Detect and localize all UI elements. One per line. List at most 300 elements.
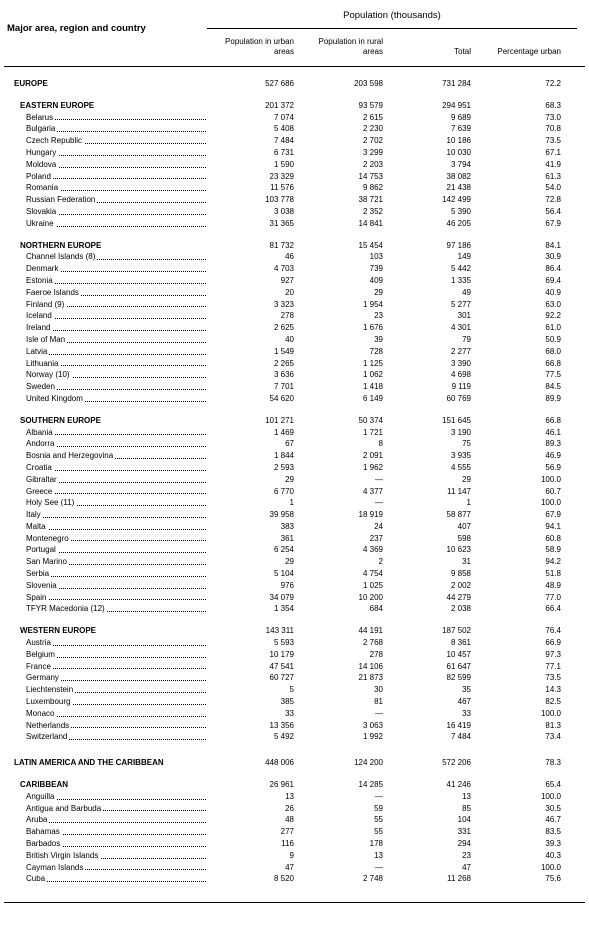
table-row <box>0 544 589 556</box>
total-cell: 7 484 <box>450 732 471 742</box>
urban-cell: 1 549 <box>273 346 294 356</box>
table-row <box>0 592 589 604</box>
table-row <box>0 850 589 862</box>
total-cell: 5 277 <box>450 299 471 309</box>
table-row <box>0 791 589 803</box>
table-row <box>0 334 589 346</box>
percentage-urban-cell: 77.0 <box>545 592 561 602</box>
area-name-cell <box>20 240 200 252</box>
total-cell: 58 877 <box>446 510 471 520</box>
percentage-urban-cell: 78.3 <box>545 758 561 768</box>
urban-cell: 101 271 <box>265 415 294 425</box>
rural-header-line2: areas <box>362 47 383 56</box>
rural-cell: 3 063 <box>362 720 383 730</box>
total-cell: 187 502 <box>442 626 471 636</box>
total-cell: 97 186 <box>446 240 471 250</box>
percentage-urban-cell: 66.8 <box>545 415 561 425</box>
rural-cell: 38 721 <box>358 195 383 205</box>
area-name-cell <box>26 474 206 486</box>
area-name: France <box>26 661 51 671</box>
total-cell: 1 <box>466 498 471 508</box>
percentage-urban-cell: 89.3 <box>545 439 561 449</box>
area-name-cell <box>26 803 206 815</box>
total-cell: 407 <box>457 521 471 531</box>
area-name-cell <box>26 147 206 159</box>
area-name: WESTERN EUROPE <box>20 626 97 636</box>
rural-cell: — <box>375 708 383 718</box>
table-row <box>0 369 589 381</box>
total-cell: 61 647 <box>446 661 471 671</box>
urban-header-line1: Population in urban <box>225 37 294 46</box>
percentage-urban-cell: 77.1 <box>545 661 561 671</box>
leader-dots <box>26 599 206 600</box>
area-name-cell <box>26 438 206 450</box>
rural-cell: 24 <box>374 521 383 531</box>
area-name-cell <box>26 568 206 580</box>
area-name-cell <box>20 415 200 427</box>
area-name: Estonia <box>26 275 53 285</box>
rural-cell: — <box>375 474 383 484</box>
table-row <box>0 497 589 509</box>
urban-cell: 34 079 <box>269 592 294 602</box>
region-row <box>0 100 589 112</box>
percentage-urban-cell: 73.5 <box>545 136 561 146</box>
urban-cell: 10 179 <box>269 649 294 659</box>
table-row <box>0 509 589 521</box>
area-name: Anguilla <box>26 791 55 801</box>
rural-cell: 178 <box>369 839 383 849</box>
table-row <box>0 580 589 592</box>
total-cell: 149 <box>457 252 471 262</box>
percentage-urban-cell: 97.3 <box>545 649 561 659</box>
area-name-cell <box>26 135 206 147</box>
area-name-cell <box>26 521 206 533</box>
table-row <box>0 462 589 474</box>
percentage-urban-cell: 61.0 <box>545 323 561 333</box>
rural-cell: — <box>375 791 383 801</box>
area-name: United Kingdom <box>26 393 83 403</box>
table-row <box>0 147 589 159</box>
area-name: Czech Republic <box>26 136 83 146</box>
percentage-urban-cell: 82.5 <box>545 697 561 707</box>
area-name-cell <box>26 299 206 311</box>
total-cell: 2 277 <box>450 346 471 356</box>
area-name-cell <box>26 592 206 604</box>
table-row <box>0 486 589 498</box>
urban-cell: 2 593 <box>273 462 294 472</box>
rural-cell: 30 <box>374 685 383 695</box>
percentage-urban-cell: 67.9 <box>545 218 561 228</box>
total-column-header: Total <box>454 47 471 56</box>
percentage-urban-cell: 92.2 <box>545 311 561 321</box>
urban-cell: 33 <box>285 708 294 718</box>
area-name-cell <box>26 649 206 661</box>
table-row <box>0 251 589 263</box>
leader-dots <box>26 668 206 669</box>
total-cell: 75 <box>462 439 471 449</box>
rural-cell: 739 <box>369 264 383 274</box>
leader-dots <box>26 517 206 518</box>
rural-cell: 684 <box>369 604 383 614</box>
total-cell: 572 206 <box>442 758 471 768</box>
rural-cell: 15 454 <box>358 240 383 250</box>
urban-cell: 5 104 <box>273 569 294 579</box>
total-cell: 3 190 <box>450 427 471 437</box>
area-name: Netherlands <box>26 720 70 730</box>
area-name: Serbia <box>26 569 50 579</box>
area-name: SOUTHERN EUROPE <box>20 415 101 425</box>
area-name: NORTHERN EUROPE <box>20 240 102 250</box>
total-cell: 60 769 <box>446 393 471 403</box>
total-cell: 29 <box>462 474 471 484</box>
area-name-cell <box>26 194 206 206</box>
table-row <box>0 322 589 334</box>
percentage-urban-cell: 69.4 <box>545 275 561 285</box>
table-row <box>0 838 589 850</box>
area-name-cell <box>26 381 206 393</box>
urban-header-line2: areas <box>273 47 294 56</box>
table-row <box>0 450 589 462</box>
total-cell: 11 268 <box>447 874 471 884</box>
spacer-row <box>0 90 589 100</box>
percentage-urban-cell: 94.1 <box>545 521 561 531</box>
area-name: Poland <box>26 171 51 181</box>
rural-cell: 1 676 <box>362 323 383 333</box>
rural-cell: 1 721 <box>362 427 383 437</box>
urban-cell: 39 958 <box>269 510 294 520</box>
area-name-cell <box>26 684 206 696</box>
area-name: Montenegro <box>26 533 69 543</box>
area-name: Malta <box>26 521 46 531</box>
area-name: San Marino <box>26 557 67 567</box>
total-cell: 44 279 <box>446 592 471 602</box>
area-name-cell <box>26 661 206 673</box>
area-name-cell <box>26 393 206 405</box>
rural-cell: 8 <box>378 439 383 449</box>
area-name: British Virgin Islands <box>26 850 99 860</box>
area-name: Italy <box>26 510 41 520</box>
population-header: Population (thousands) <box>343 10 441 21</box>
percentage-urban-cell: 50.9 <box>545 334 561 344</box>
rural-cell: 2 <box>378 557 383 567</box>
bottom-rule <box>4 902 585 903</box>
urban-cell: 47 <box>285 862 294 872</box>
percentage-urban-cell: 40.9 <box>545 287 561 297</box>
area-name: TFYR Macedonia (12) <box>26 604 105 614</box>
rural-cell: 59 <box>374 803 383 813</box>
area-name: EASTERN EUROPE <box>20 100 95 110</box>
area-name-cell <box>26 462 206 474</box>
table-row <box>0 299 589 311</box>
rural-cell: 10 200 <box>358 592 383 602</box>
rural-cell: 2 352 <box>362 206 383 216</box>
total-cell: 467 <box>457 697 471 707</box>
urban-cell: 5 593 <box>273 638 294 648</box>
urban-cell: 54 620 <box>269 393 294 403</box>
total-cell: 47 <box>462 862 471 872</box>
total-cell: 2 002 <box>450 580 471 590</box>
percentage-urban-cell: 86.4 <box>545 264 561 274</box>
area-name: Slovenia <box>26 580 57 590</box>
percentage-urban-cell: 65.4 <box>545 780 561 790</box>
total-cell: 9 689 <box>450 112 471 122</box>
area-name-cell <box>26 206 206 218</box>
total-cell: 33 <box>462 708 471 718</box>
rural-cell: 2 702 <box>362 136 383 146</box>
urban-cell: 23 329 <box>269 171 294 181</box>
urban-cell: 3 323 <box>273 299 294 309</box>
table-row <box>0 112 589 124</box>
urban-cell: 46 <box>285 252 294 262</box>
rural-cell: 1 062 <box>362 370 383 380</box>
table-row <box>0 661 589 673</box>
percentage-urban-cell: 72.2 <box>545 79 561 88</box>
area-name: Holy See (11) <box>26 498 75 508</box>
urban-cell: 9 <box>289 850 294 860</box>
area-name-cell <box>26 580 206 592</box>
area-name: Luxembourg <box>26 697 71 707</box>
urban-cell: 40 <box>285 334 294 344</box>
spacer-row <box>0 615 589 625</box>
total-cell: 7 639 <box>450 124 471 134</box>
rural-cell: 50 374 <box>358 415 383 425</box>
region-row <box>0 240 589 252</box>
rural-cell: 21 873 <box>358 673 383 683</box>
leader-dots <box>26 330 206 331</box>
rural-cell: 4 377 <box>362 486 383 496</box>
total-cell: 151 645 <box>442 415 471 425</box>
urban-cell: 1 590 <box>273 159 294 169</box>
total-cell: 10 186 <box>446 136 471 146</box>
table-row <box>0 649 589 661</box>
region-row <box>0 625 589 637</box>
area-name: CARIBBEAN <box>20 780 68 790</box>
urban-cell: 1 844 <box>273 451 294 461</box>
area-name: Switzerland <box>26 732 68 742</box>
total-cell: 3 794 <box>450 159 471 169</box>
percentage-urban-cell: 94.2 <box>545 557 561 567</box>
rural-cell: 409 <box>369 275 383 285</box>
urban-cell: 5 <box>289 685 294 695</box>
urban-cell: 1 <box>289 498 294 508</box>
area-name-cell <box>26 720 206 732</box>
urban-cell: 116 <box>281 839 294 849</box>
total-cell: 21 438 <box>446 183 471 193</box>
urban-cell: 383 <box>280 521 294 531</box>
percentage-urban-cell: 77.5 <box>545 370 561 380</box>
area-name-cell <box>26 450 206 462</box>
table-row <box>0 287 589 299</box>
area-name: EUROPE <box>14 79 48 88</box>
area-name: Cayman Islands <box>26 862 84 872</box>
area-name: Moldova <box>26 159 57 169</box>
total-cell: 2 038 <box>450 604 471 614</box>
area-name-cell <box>26 814 206 826</box>
area-name-cell <box>26 873 206 885</box>
total-cell: 31 <box>462 557 471 567</box>
area-name: Ukraine <box>26 218 54 228</box>
percentage-urban-cell: 76.4 <box>545 626 561 636</box>
spacer-row <box>0 743 589 757</box>
percentage-urban-cell: 72.8 <box>545 195 561 205</box>
total-cell: 41 246 <box>446 780 471 790</box>
area-name-cell <box>26 251 206 263</box>
total-cell: 9 119 <box>451 382 471 392</box>
rural-cell: 2 768 <box>362 638 383 648</box>
table-row <box>0 159 589 171</box>
percentage-urban-cell: 66.9 <box>545 638 561 648</box>
total-cell: 1 335 <box>450 275 471 285</box>
table-row <box>0 438 589 450</box>
percentage-urban-cell: 89.9 <box>545 393 561 403</box>
urban-cell: 13 356 <box>269 720 294 730</box>
table-row <box>0 263 589 275</box>
total-cell: 731 284 <box>442 79 471 88</box>
urban-cell: 7 074 <box>273 112 294 122</box>
table-row <box>0 171 589 183</box>
percentage-urban-cell: 100.0 <box>540 708 561 718</box>
rural-cell: 9 862 <box>362 183 383 193</box>
rural-cell: 1 025 <box>362 580 383 590</box>
urban-cell: 2 625 <box>273 323 294 333</box>
urban-cell: 29 <box>285 474 294 484</box>
area-name: Austria <box>26 638 51 648</box>
urban-cell: 927 <box>280 275 294 285</box>
total-cell: 46 205 <box>446 218 471 228</box>
percentage-urban-cell: 67.9 <box>545 510 561 520</box>
total-cell: 4 555 <box>450 462 471 472</box>
percentage-urban-cell: 30.9 <box>545 252 561 262</box>
table-row <box>0 556 589 568</box>
rural-cell: 1 954 <box>362 299 383 309</box>
percentage-urban-cell: 81.3 <box>545 720 561 730</box>
urban-cell: 13 <box>285 791 294 801</box>
spacer-row <box>0 230 589 240</box>
area-name-cell <box>26 263 206 275</box>
percentage-urban-cell: 48.9 <box>545 580 561 590</box>
urban-cell: 81 732 <box>269 240 294 250</box>
percentage-urban-cell: 60.8 <box>545 533 561 543</box>
urban-cell: 448 006 <box>265 758 294 768</box>
percentage-urban-cell: 83.5 <box>545 827 561 837</box>
urban-cell: 976 <box>280 580 294 590</box>
urban-cell: 4 703 <box>273 264 294 274</box>
total-cell: 23 <box>462 850 471 860</box>
table-row <box>0 358 589 370</box>
area-name-cell <box>26 346 206 358</box>
percentage-urban-cell: 46.7 <box>545 815 561 825</box>
total-cell: 85 <box>462 803 471 813</box>
area-name: LATIN AMERICA AND THE CARIBBEAN <box>14 758 164 768</box>
table-row <box>0 206 589 218</box>
table-row <box>0 182 589 194</box>
rural-cell: 203 598 <box>354 79 383 88</box>
table-row <box>0 275 589 287</box>
percentage-urban-cell: 30.5 <box>545 803 561 813</box>
area-name-cell <box>26 603 206 615</box>
total-cell: 294 <box>457 839 471 849</box>
area-name-cell <box>26 427 206 439</box>
total-cell: 35 <box>462 685 471 695</box>
area-name-cell <box>26 637 206 649</box>
area-name: Faeroe Islands <box>26 287 79 297</box>
total-cell: 598 <box>457 533 471 543</box>
rural-cell: 55 <box>374 815 383 825</box>
rural-cell: 1 418 <box>362 382 383 392</box>
percentage-urban-cell: 39.3 <box>545 839 561 849</box>
header-rule <box>4 66 585 67</box>
area-name: Slovakia <box>26 206 57 216</box>
area-name-cell <box>26 708 206 720</box>
total-cell: 4 301 <box>450 323 471 333</box>
percentage-urban-cell: 73.4 <box>545 732 561 742</box>
area-name-cell <box>26 171 206 183</box>
rural-cell: 3 299 <box>362 147 383 157</box>
rural-cell: 39 <box>374 334 383 344</box>
urban-cell: 277 <box>280 827 294 837</box>
area-name: Russian Federation <box>26 195 96 205</box>
area-name: Portugal <box>26 545 56 555</box>
percentage-urban-cell: 56.9 <box>545 462 561 472</box>
area-name: Barbados <box>26 839 61 849</box>
total-cell: 104 <box>457 815 471 825</box>
total-cell: 82 599 <box>446 673 471 683</box>
urban-cell: 47 541 <box>269 661 294 671</box>
percentage-urban-cell: 75.6 <box>545 874 561 884</box>
region-row <box>0 779 589 791</box>
area-name: Bahamas <box>26 827 60 837</box>
area-name: Cuba <box>26 874 46 884</box>
rural-cell: 14 753 <box>358 171 383 181</box>
urban-cell: 31 365 <box>269 218 294 228</box>
table-row <box>0 310 589 322</box>
rural-cell: 29 <box>374 287 383 297</box>
spacer-row <box>0 769 589 779</box>
total-cell: 49 <box>462 287 471 297</box>
table-row <box>0 708 589 720</box>
table-row <box>0 474 589 486</box>
leader-dots <box>26 576 206 577</box>
percentage-urban-cell: 68.3 <box>545 100 561 110</box>
total-cell: 10 457 <box>446 649 471 659</box>
rural-cell: 14 106 <box>358 661 383 671</box>
area-name-cell <box>20 100 200 112</box>
total-cell: 301 <box>457 311 471 321</box>
rural-cell: 2 230 <box>362 124 383 134</box>
major-row <box>0 78 589 90</box>
total-cell: 294 951 <box>442 100 471 110</box>
area-name-cell <box>26 287 206 299</box>
percentage-urban-cell: 66.8 <box>545 358 561 368</box>
area-name: Spain <box>26 592 47 602</box>
area-name-cell <box>26 322 206 334</box>
area-name: Aruba <box>26 815 48 825</box>
percentage-urban-cell: 100.0 <box>540 498 561 508</box>
area-name-cell <box>26 556 206 568</box>
percentage-urban-cell: 56.4 <box>545 206 561 216</box>
rural-cell: 1 992 <box>362 732 383 742</box>
table-row <box>0 637 589 649</box>
table-row <box>0 684 589 696</box>
total-cell: 9 858 <box>450 569 471 579</box>
urban-cell: 527 686 <box>265 79 294 88</box>
area-name: Channel Islands (8) <box>26 252 96 262</box>
percentage-urban-cell: 46.1 <box>545 427 561 437</box>
table-row <box>0 123 589 135</box>
total-cell: 142 499 <box>442 195 471 205</box>
area-name: Greece <box>26 486 53 496</box>
total-cell: 5 390 <box>450 206 471 216</box>
